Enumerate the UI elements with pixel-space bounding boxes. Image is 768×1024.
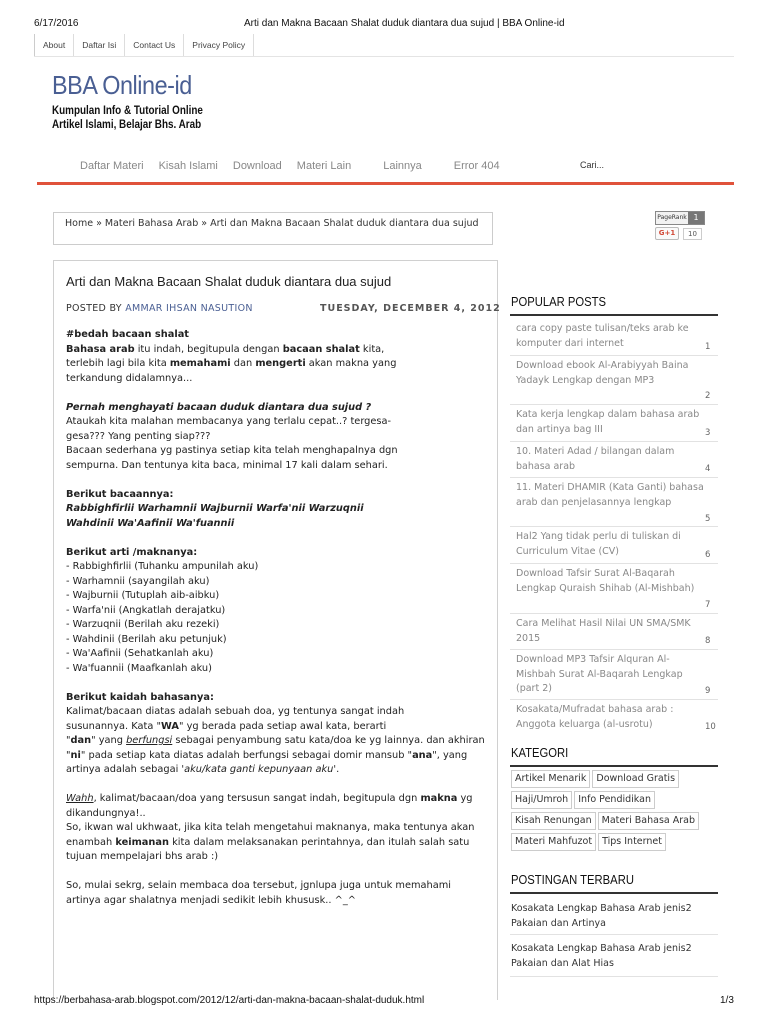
category-tag[interactable]: Materi Bahasa Arab	[598, 812, 699, 830]
popular-post-link[interactable]: Kata kerja lengkap dalam bahasa arab dan artinya bag III	[516, 409, 700, 435]
divider	[510, 355, 718, 356]
tagline-line-2: Artikel Islami, Belajar Bhs. Arab	[52, 119, 202, 131]
category-list	[511, 770, 721, 854]
divider	[510, 526, 718, 527]
paragraph-intro: Bahasa arab itu indah, begitupula dengan bacaan shalat kita,	[66, 343, 385, 355]
nav-daftar-materi[interactable]: Daftar Materi	[80, 160, 144, 172]
header-accent-bar	[37, 182, 734, 185]
popular-post-link[interactable]: Hal2 Yang tidak perlu di tuliskan di Curriculum Vitae (CV)	[516, 531, 681, 557]
category-tag[interactable]: Materi Mahfuzot	[511, 833, 596, 851]
site-title[interactable]: BBA Online-id	[52, 70, 192, 100]
gplus-widget	[655, 227, 702, 240]
popular-post-link[interactable]: 10. Materi Adad / bilangan dalam bahasa arab	[516, 446, 675, 472]
popular-post-link[interactable]: cara copy paste tulisan/teks arab ke komputer dari internet	[516, 323, 689, 349]
divider	[510, 649, 718, 650]
recent-rule	[510, 892, 718, 894]
nav-lainnya[interactable]: Lainnya	[383, 160, 422, 172]
popular-post-link[interactable]: Download Tafsir Surat Al-Baqarah Lengkap Quraish Shihab (Al-Mishbah)	[516, 568, 695, 594]
gplus-button[interactable]: G+1	[655, 227, 679, 240]
list-item: - Warzuqnii (Berilah aku rezeki)	[66, 619, 220, 630]
category-tag[interactable]: Haji/Umroh	[511, 791, 572, 809]
category-tag[interactable]: Tips Internet	[598, 833, 666, 851]
popular-post-rank: 2	[705, 391, 711, 401]
popular-post-rank: 7	[705, 600, 711, 610]
popular-post-link[interactable]: Download MP3 Tafsir Alquran Al-Mishbah Surat Al-Baqarah Lengkap (part 2)	[516, 654, 683, 694]
hashtag: #bedah bacaan shalat	[66, 329, 189, 340]
popular-post-rank: 6	[705, 550, 711, 560]
divider	[510, 613, 718, 614]
list-item: - Wajburnii (Tutuplah aib-aibku)	[66, 590, 220, 601]
kategori-heading: KATEGORI	[511, 746, 569, 760]
popular-post-rank: 9	[705, 686, 711, 696]
nav-error-404[interactable]: Error 404	[453, 160, 500, 172]
top-divider	[34, 56, 734, 57]
print-title: Arti dan Makna Bacaan Shalat duduk diantara dua sujud | BBA Online-id	[244, 18, 565, 29]
list-item: - Warhamnii (sayangilah aku)	[66, 575, 210, 587]
popular-post-rank: 3	[705, 428, 711, 438]
nav-materi-lain[interactable]: Materi Lain	[296, 160, 352, 172]
category-tag[interactable]: Artikel Menarik	[511, 770, 590, 788]
kaidah-heading: Berikut kaidah bahasanya:	[66, 691, 214, 703]
top-nav-daftar-isi[interactable]: Daftar Isi	[74, 34, 125, 56]
popular-post-rank: 4	[705, 464, 711, 474]
list-item: - Wa'Aafinii (Sehatkanlah aku)	[66, 648, 214, 659]
divider	[510, 699, 718, 700]
breadcrumb[interactable]: Home » Materi Bahasa Arab » Arti dan Makna Bacaan Shalat duduk diantara dua sujud	[53, 212, 493, 245]
popular-post-rank: 10	[705, 722, 716, 732]
top-nav	[34, 34, 254, 56]
post-body: #bedah bacaan shalat Bahasa arab itu indah, begitupula dengan bacaan shalat kita, terlebih lagi bila kita memahami dan mengerti akan makna yang terkandung didalamnya... Pernah menghayati bacaan duduk diantara dua sujud ? Ataukah kita malahan membacanya yang terlalu cepat..? tergesa- gesa??? Yang penting siap??? Bacaan sederhana yg pastinya setiap kita telah menghapalnya dgn sempurna. Dan tentunya kita baca, minimal 17 kali dalam sehari. Berikut bacaannya: Rabbighfirlii Warhamnii Wajburnii Warfa'nii Warzuqnii Wahdinii Wa'Aafinii Wa'fuannii Berikut arti /maknanya: - Rabbighfirlii (Tuhanku ampunilah aku) - Warhamnii (sayangilah aku) - Wajburnii (Tutuplah aib-aibku) - Warfa'nii (Angkatlah derajatku) - Warzuqnii (Berilah aku rezeki) - Wahdinii (Berilah aku petunjuk) - Wa'Aafinii (Sehatkanlah aku) - Wa'fuannii (Maafkanlah aku) Berikut kaidah bahasanya: Kalimat/bacaan diatas adalah sebuah doa, yg tentunya sangat indah susunannya. Kata "WA" yg berada pada setiap awal kata, berarti "dan" yang berfungsi sebagai penyambung satu kata/doa ke yg lainnya. dan akhiran "ni" pada setiap kata diatas adalah berfungsi sebagai domir mansub "ana", yang artinya adalah sebagai 'aku/kata ganti kepunyaan aku'. Wahh, kalimat/bacaan/doa yang tersusun sangat indah, begitupula dgn makna yg dikandungnya!.. So, ikwan wal ukhwaat, jika kita telah mengetahui maknanya, maka tentunya akan enambah keimanan kita dalam melaksanakan perintahnya, dan itulah salah satu tujuan mempelajari bhs arab :) So, mulai sekrg, selain membaca doa tersebut, jgnlupa juga untuk memahami artinya agar shalatnya menjadi sedikit lebih khususk.. ^_^	[66, 328, 491, 908]
top-nav-contact[interactable]: Contact Us	[125, 34, 184, 56]
gplus-count: 10	[683, 228, 702, 240]
kategori-rule	[510, 765, 718, 767]
popular-posts-heading: POPULAR POSTS	[511, 295, 607, 309]
list-item: - Wahdinii (Berilah aku petunjuk)	[66, 633, 227, 645]
post-meta	[66, 303, 253, 314]
main-nav	[80, 160, 500, 172]
list-item: - Wa'fuannii (Maafkanlah aku)	[66, 662, 212, 674]
recent-posts-heading: POSTINGAN TERBARU	[511, 873, 634, 887]
site-tagline	[52, 104, 203, 132]
divider	[510, 563, 718, 564]
pagerank-value: 1	[688, 212, 704, 224]
popular-post-rank: 8	[705, 636, 711, 646]
pagerank-label: PageRank	[656, 212, 688, 224]
divider	[510, 976, 718, 977]
divider	[510, 404, 718, 405]
category-tag[interactable]: Kisah Renungan	[511, 812, 596, 830]
divider	[510, 934, 718, 935]
bacaan-arabic-2: Wahdinii Wa'Aafinii Wa'fuannii	[66, 517, 235, 529]
divider	[510, 441, 718, 442]
category-tag[interactable]: Info Pendidikan	[574, 791, 655, 809]
posted-by-label: POSTED BY	[66, 303, 122, 314]
question-line: Pernah menghayati bacaan duduk diantara dua sujud ?	[66, 401, 372, 413]
bacaan-arabic-1: Rabbighfirlii Warhamnii Wajburnii Warfa'nii Warzuqnii	[66, 503, 364, 514]
recent-post-link[interactable]: Kosakata Lengkap Bahasa Arab jenis2 Pakaian dan Artinya	[511, 903, 692, 929]
print-page-number: 1/3	[720, 995, 734, 1006]
divider	[510, 477, 718, 478]
bacaan-heading: Berikut bacaannya:	[66, 488, 174, 500]
pagerank-badge[interactable]	[655, 211, 705, 225]
arti-heading: Berikut arti /maknanya:	[66, 546, 198, 558]
nav-download[interactable]: Download	[232, 160, 282, 172]
top-nav-privacy[interactable]: Privacy Policy	[184, 34, 254, 56]
list-item: - Rabbighfirlii (Tuhanku ampunilah aku)	[66, 561, 259, 572]
post-date: TUESDAY, DECEMBER 4, 2012	[320, 303, 501, 314]
popular-post-link[interactable]: Kosakata/Mufradat bahasa arab : Anggota keluarga (al-usrotu)	[516, 704, 674, 730]
popular-post-link[interactable]: Download ebook Al-Arabiyyah Baina Yadayk Lengkap dengan MP3	[516, 360, 689, 386]
category-tag[interactable]: Download Gratis	[592, 770, 679, 788]
nav-kisah-islami[interactable]: Kisah Islami	[158, 160, 218, 172]
popular-post-rank: 1	[705, 342, 711, 352]
print-footer-url: https://berbahasa-arab.blogspot.com/2012/12/arti-dan-makna-bacaan-shalat-duduk.html	[34, 995, 425, 1006]
list-item: - Warfa'nii (Angkatlah derajatku)	[66, 604, 226, 616]
popular-post-link[interactable]: 11. Materi DHAMIR (Kata Ganti) bahasa arab dan penjelasannya lengkap	[516, 482, 704, 508]
recent-post-link[interactable]: Kosakata Lengkap Bahasa Arab jenis2 Pakaian dan Alat Hias	[511, 943, 692, 969]
tagline-line-1: Kumpulan Info & Tutorial Online	[52, 105, 203, 117]
popular-post-link[interactable]: Cara Melihat Hasil Nilai UN SMA/SMK 2015	[516, 618, 691, 644]
popular-rule	[510, 314, 718, 316]
author-link[interactable]: AMMAR IHSAN NASUTION	[125, 303, 253, 314]
post-title: Arti dan Makna Bacaan Shalat duduk diantara dua sujud	[66, 274, 392, 289]
top-nav-about[interactable]: About	[35, 34, 74, 56]
search-input[interactable]: Cari...	[580, 160, 605, 170]
popular-post-rank: 5	[705, 514, 711, 524]
print-date: 6/17/2016	[34, 18, 79, 29]
